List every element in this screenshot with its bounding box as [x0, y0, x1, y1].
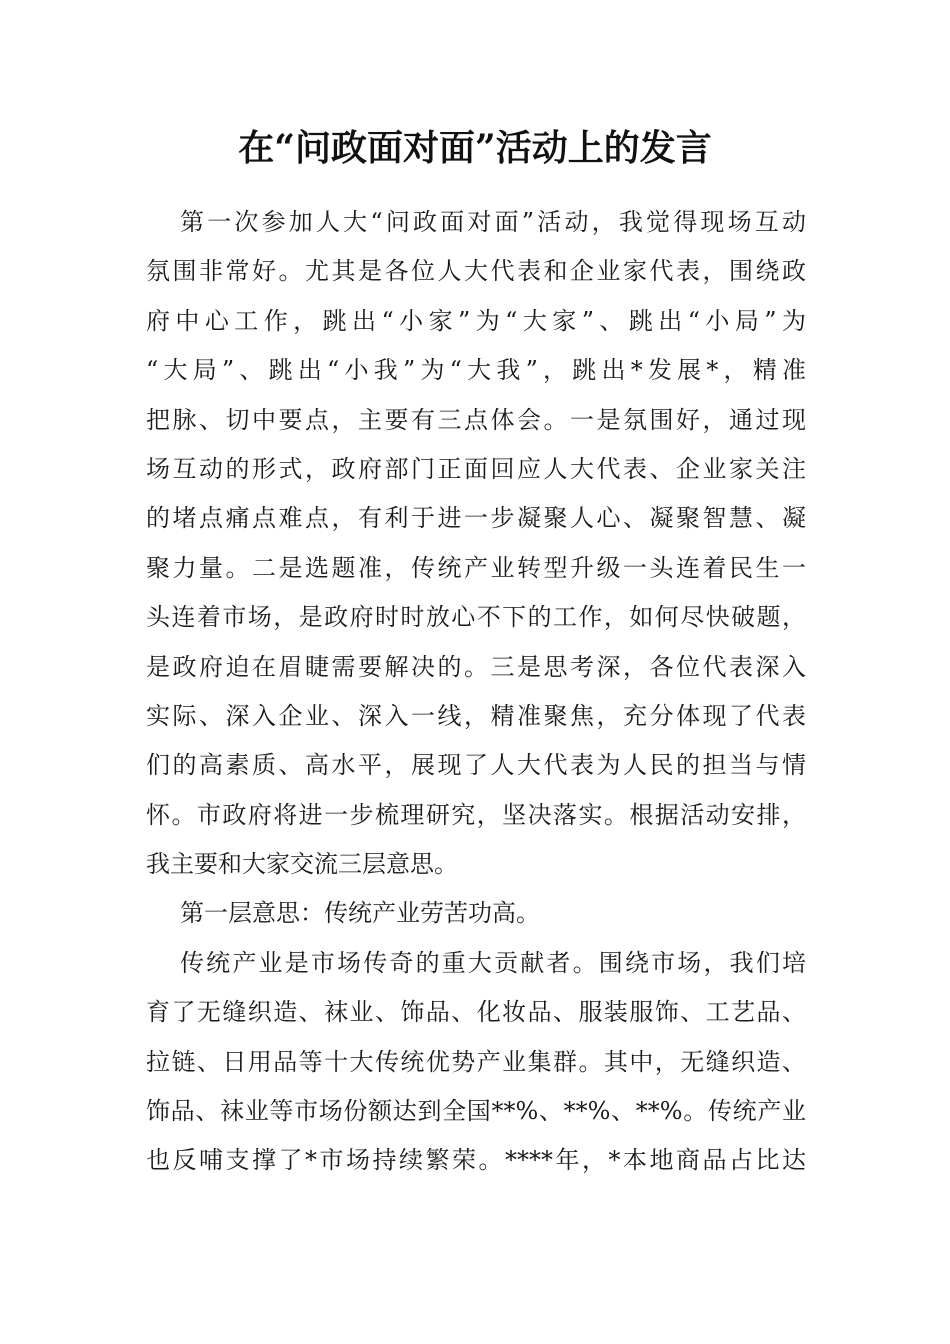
paragraph-line: 饰品、袜业等市场份额达到全国**%、**%、**%。传统产业	[146, 1097, 806, 1126]
paragraph-line: 把脉、切中要点，主要有三点体会。一是氛围好，通过现	[146, 405, 806, 434]
section-heading: 第一层意思：传统产业劳苦功高。	[180, 899, 540, 928]
paragraph-line: 怀。市政府将进一步梳理研究，坚决落实。根据活动安排，	[146, 800, 806, 829]
paragraph-line: 第一次参加人大“问政面对面”活动，我觉得现场互动	[180, 208, 806, 236]
paragraph-line: 头连着市场，是政府时时放心不下的工作，如何尽快破题，	[146, 603, 806, 632]
paragraph-line: 实际、深入企业、深入一线，精准聚焦，充分体现了代表	[146, 701, 806, 730]
paragraph-line: 们的高素质、高水平，展现了人大代表为人民的担当与情	[146, 751, 806, 780]
paragraph-line: 传统产业是市场传奇的重大贡献者。围绕市场，我们培	[180, 948, 806, 977]
paragraph-line: 育了无缝织造、袜业、饰品、化妆品、服装服饰、工艺品、	[146, 998, 806, 1027]
paragraph-line: 的堵点痛点难点，有利于进一步凝聚人心、凝聚智慧、凝	[146, 504, 806, 533]
paragraph-line: 氛围非常好。尤其是各位人大代表和企业家代表，围绕政	[146, 257, 806, 286]
paragraph-line: 聚力量。二是选题准，传统产业转型升级一头连着民生一	[146, 553, 806, 582]
paragraph-line: 也反哺支撑了*市场持续繁荣。****年，*本地商品占比达	[146, 1146, 806, 1175]
paragraph-line: 我主要和大家交流三层意思。	[146, 850, 458, 879]
paragraph-line: 是政府迫在眉睫需要解决的。三是思考深，各位代表深入	[146, 652, 806, 681]
document-body	[146, 198, 806, 1186]
paragraph-line: 拉链、日用品等十大传统优势产业集群。其中，无缝织造、	[146, 1047, 806, 1076]
paragraph-line: 府中心工作，跳出“小家”为“大家”、跳出“小局”为	[146, 306, 806, 335]
paragraph-line: “大局”、跳出“小我”为“大我”，跳出*发展*，精准	[146, 356, 806, 385]
document-title: 在“问政面对面”活动上的发言	[238, 127, 712, 169]
paragraph-line: 场互动的形式，政府部门正面回应人大代表、企业家关注	[146, 454, 806, 483]
